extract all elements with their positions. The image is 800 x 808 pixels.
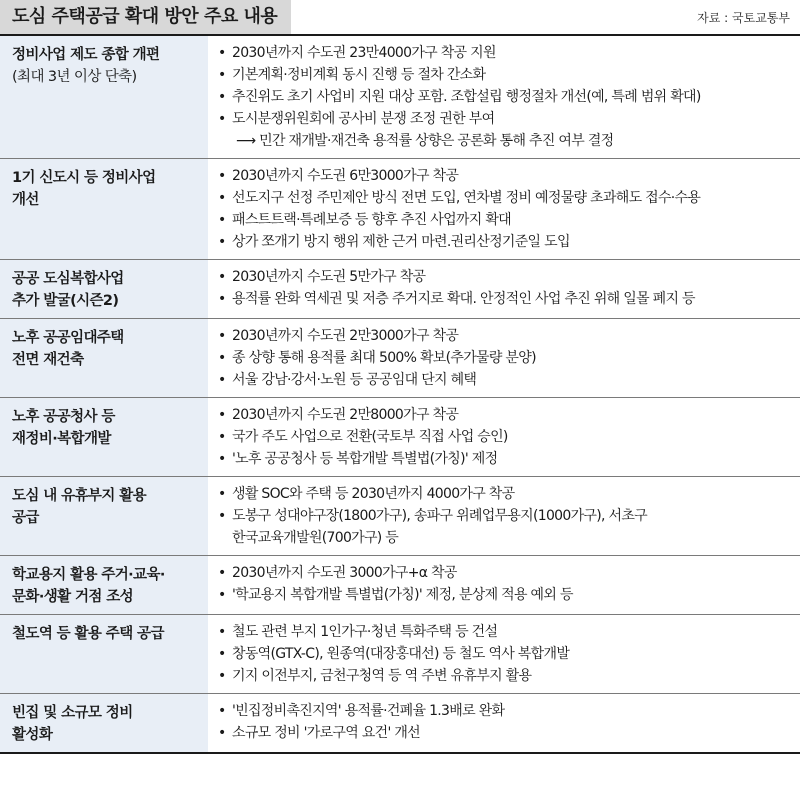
bullet-icon: • (218, 407, 226, 423)
list-item (208, 483, 800, 505)
bullet-icon: • (218, 624, 226, 640)
list-item (208, 42, 800, 64)
table-row (0, 319, 800, 398)
list-item (208, 231, 800, 253)
row-heading-line: 추가 발굴(시즌2) (12, 293, 119, 309)
list-item (208, 288, 800, 310)
bullet-icon: • (218, 234, 226, 250)
list-item-text: 도봉구 성대야구장(1800가구), 송파구 위례업무용지(1000가구), 서초구 (232, 508, 647, 524)
list-item (208, 722, 800, 744)
bullet-icon: • (218, 725, 226, 741)
row-heading-line: 노후 공공청사 등 (12, 409, 115, 425)
list-item-text-continued: 한국교육개발원(700가구) 등 (232, 530, 399, 546)
list-item-text: 서울 강남·강서·노원 등 공공임대 단지 혜택 (232, 372, 477, 388)
bullet-icon: • (218, 89, 226, 105)
table-row (0, 477, 800, 556)
source-credit: 자료 : 국토교통부 (697, 11, 790, 25)
bullet-icon: • (218, 372, 226, 388)
table-row (0, 260, 800, 319)
row-content (208, 159, 800, 259)
row-content (208, 260, 800, 318)
row-content (208, 319, 800, 397)
list-item (208, 448, 800, 470)
list-item-text: 국가 주도 사업으로 전환(국토부 직접 사업 승인) (232, 429, 508, 445)
list-item-text: 2030년까지 수도권 5만가구 착공 (232, 269, 426, 285)
table-row (0, 694, 800, 752)
table-row (0, 36, 800, 159)
header (0, 0, 800, 34)
list-item-text: 추진위도 초기 사업비 지원 대상 포함. 조합설립 행정절차 개선(예, 특례 범위 확대) (232, 89, 701, 105)
table-row (0, 159, 800, 260)
row-heading-line: 개선 (12, 192, 39, 208)
bullet-icon: • (218, 350, 226, 366)
row-content (208, 615, 800, 693)
list-item (208, 562, 800, 584)
bullet-icon: • (218, 486, 226, 502)
row-heading (0, 615, 208, 693)
list-item (208, 347, 800, 369)
list-item (208, 505, 800, 549)
table-row (0, 556, 800, 615)
list-item-text: 상가 쪼개기 방지 행위 제한 근거 마련.권리산정기준일 도입 (232, 234, 570, 250)
row-heading (0, 36, 208, 158)
row-heading (0, 159, 208, 259)
list-item (208, 404, 800, 426)
policy-table (0, 34, 800, 754)
row-heading-line: 전면 재건축 (12, 352, 84, 368)
row-heading-line: 노후 공공임대주택 (12, 330, 124, 346)
row-heading (0, 319, 208, 397)
table-row (0, 398, 800, 477)
bullet-icon: • (218, 646, 226, 662)
table-row (0, 615, 800, 694)
list-item-text: 종 상향 통해 용적률 최대 500% 확보(추가물량 분양) (232, 350, 536, 366)
list-item-text: ⟶ 민간 재개발·재건축 용적률 상향은 공론화 통해 추진 여부 결정 (236, 133, 614, 149)
list-item-text: 철도 관련 부지 1인가구·청년 특화주택 등 건설 (232, 624, 498, 640)
bullet-icon: • (218, 429, 226, 445)
list-item (208, 665, 800, 687)
list-item (208, 187, 800, 209)
bullet-icon: • (218, 508, 226, 524)
list-item (208, 369, 800, 391)
bullet-icon: • (218, 291, 226, 307)
row-heading-line: 철도역 등 활용 주택 공급 (12, 626, 164, 642)
list-item-text: '노후 공공청사 등 복합개발 특별법(가칭)' 제정 (232, 451, 498, 467)
row-heading-line: 정비사업 제도 종합 개편 (12, 47, 160, 63)
row-heading-line: 도심 내 유휴부지 활용 (12, 488, 147, 504)
list-item (208, 209, 800, 231)
list-item-text: 기지 이전부지, 금천구청역 등 역 주변 유휴부지 활용 (232, 668, 532, 684)
list-item (208, 621, 800, 643)
list-item (208, 325, 800, 347)
bullet-icon: • (218, 45, 226, 61)
row-heading-line: 공공 도심복합사업 (12, 271, 124, 287)
list-item-text: 2030년까지 수도권 3000가구+α 착공 (232, 565, 457, 581)
list-item-text: '학교용지 복합개발 특별법(가칭)' 제정, 분상제 적용 예외 등 (232, 587, 573, 603)
arrow-note (208, 130, 800, 152)
list-item (208, 643, 800, 665)
row-heading-line: 공급 (12, 510, 39, 526)
bullet-icon: • (218, 269, 226, 285)
bullet-icon: • (218, 212, 226, 228)
row-heading-line: 재정비·복합개발 (12, 431, 111, 447)
row-content (208, 36, 800, 158)
list-item-text: 선도지구 선정 주민제안 방식 전면 도입, 연차별 정비 예정물량 초과해도 접수·수용 (232, 190, 701, 206)
bullet-icon: • (218, 111, 226, 127)
list-item-text: 2030년까지 수도권 23만4000가구 착공 지원 (232, 45, 496, 61)
bullet-icon: • (218, 451, 226, 467)
list-item-text: 도시분쟁위원회에 공사비 분쟁 조정 권한 부여 (232, 111, 495, 127)
page-title: 도심 주택공급 확대 방안 주요 내용 (0, 0, 291, 34)
list-item-text: '빈집정비촉진지역' 용적률·건폐율 1.3배로 완화 (232, 703, 505, 719)
list-item-text: 생활 SOC와 주택 등 2030년까지 4000가구 착공 (232, 486, 515, 502)
list-item (208, 426, 800, 448)
row-heading-line: 빈집 및 소규모 정비 (12, 705, 133, 721)
list-item (208, 108, 800, 130)
list-item (208, 64, 800, 86)
row-heading-line: 활성화 (12, 727, 53, 743)
list-item (208, 584, 800, 606)
list-item-text: 패스트트랙·특례보증 등 향후 추진 사업까지 확대 (232, 212, 511, 228)
row-heading-line: 문화·생활 거점 조성 (12, 589, 134, 605)
list-item-text: 창동역(GTX-C), 원종역(대장홍대선) 등 철도 역사 복합개발 (232, 646, 570, 662)
list-item-text: 용적률 완화 역세권 및 저층 주거지로 확대. 안정적인 사업 추진 위해 일몰 폐지 등 (232, 291, 695, 307)
list-item (208, 266, 800, 288)
bullet-icon: • (218, 328, 226, 344)
bullet-icon: • (218, 587, 226, 603)
list-item-text: 2030년까지 수도권 2만3000가구 착공 (232, 328, 459, 344)
list-item-text: 2030년까지 수도권 2만8000가구 착공 (232, 407, 459, 423)
row-heading (0, 260, 208, 318)
bullet-icon: • (218, 190, 226, 206)
row-content (208, 398, 800, 476)
bullet-icon: • (218, 168, 226, 184)
list-item-text: 기본계획·정비계획 동시 진행 등 절차 간소화 (232, 67, 486, 83)
list-item (208, 700, 800, 722)
bullet-icon: • (218, 668, 226, 684)
row-content (208, 694, 800, 752)
row-heading (0, 477, 208, 555)
row-content (208, 477, 800, 555)
list-item-text: 2030년까지 수도권 6만3000가구 착공 (232, 168, 459, 184)
row-heading-line: 학교용지 활용 주거·교육· (12, 567, 165, 583)
list-item (208, 86, 800, 108)
row-heading (0, 556, 208, 614)
bullet-icon: • (218, 565, 226, 581)
bullet-icon: • (218, 703, 226, 719)
bullet-icon: • (218, 67, 226, 83)
list-item-text: 소규모 정비 '가로구역 요건' 개선 (232, 725, 421, 741)
list-item (208, 165, 800, 187)
row-heading (0, 694, 208, 752)
row-heading-line: 1기 신도시 등 정비사업 (12, 170, 156, 186)
row-heading-subtitle: (최대 3년 이상 단축) (12, 69, 137, 85)
row-heading (0, 398, 208, 476)
row-content (208, 556, 800, 614)
